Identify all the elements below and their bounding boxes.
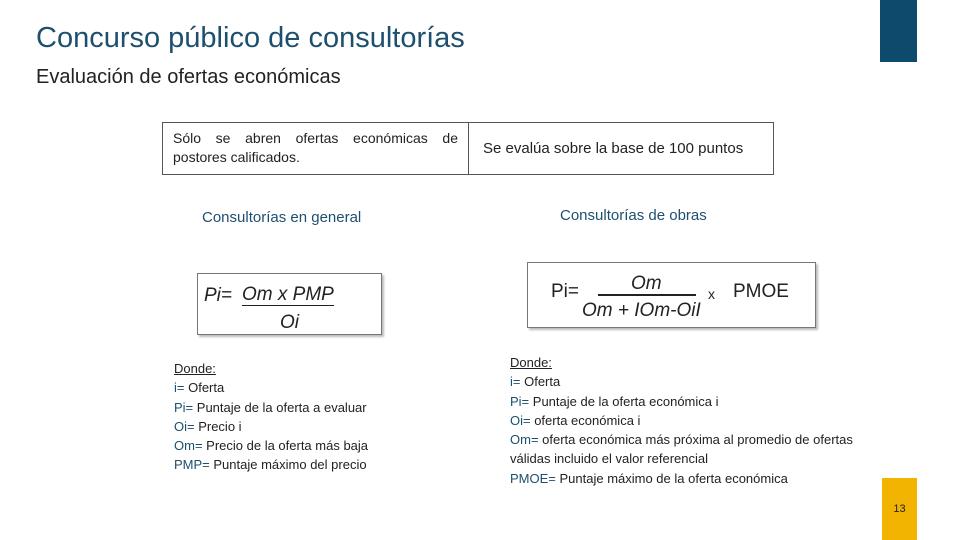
formula-factor: PMOE: [733, 281, 789, 302]
page-number: 13: [893, 503, 906, 515]
legend-item: [510, 469, 860, 488]
slide-title: Concurso público de consultorías: [36, 22, 465, 54]
legend-key: PMP=: [174, 457, 210, 473]
legend-donde: Donde:: [510, 355, 552, 370]
legend-item: [174, 436, 414, 455]
legend-item: [510, 392, 860, 411]
formula-works: [527, 262, 816, 328]
legend-text: Puntaje de la oferta económica i: [529, 393, 719, 409]
legend-text: Puntaje máximo del precio: [209, 457, 367, 473]
legend-key: Oi=: [510, 412, 531, 428]
legend-key: Om=: [510, 432, 539, 448]
formula-lhs: Pi=: [551, 281, 579, 302]
legend-text: Oferta: [520, 374, 561, 390]
legend-donde: Donde:: [174, 361, 216, 376]
heading-general-consulting: Consultorías en general: [202, 209, 362, 226]
formula-denominator: Om + IOm-OiI: [582, 300, 701, 321]
legend-item: [174, 417, 414, 436]
legend-works: [510, 353, 860, 488]
page-number-badge: [882, 478, 917, 540]
fraction-bar: [598, 294, 696, 296]
formula-denominator: Oi: [280, 312, 299, 333]
legend-item: [510, 430, 860, 469]
legend-key: Oi=: [174, 418, 195, 434]
legend-item: [174, 398, 414, 417]
legend-text: Puntaje máximo de la oferta económica: [555, 470, 788, 486]
legend-key: Pi=: [510, 393, 530, 409]
legend-key: i=: [510, 374, 521, 390]
legend-key: i=: [174, 380, 185, 396]
legend-text: oferta económica más próxima al promedio de ofertas válidas incluido el valor referencial: [510, 432, 853, 467]
legend-item: [174, 455, 414, 474]
formula-general: [197, 273, 382, 335]
legend-item: [510, 411, 860, 430]
legend-text: Puntaje de la oferta a evaluar: [193, 399, 367, 415]
legend-item: [174, 378, 414, 397]
legend-text: oferta económica i: [530, 412, 641, 428]
legend-text: Precio i: [194, 418, 242, 434]
legend-key: PMOE=: [510, 470, 556, 486]
legend-general: [174, 359, 414, 475]
formula-times: x: [708, 286, 715, 302]
slide-subtitle: Evaluación de ofertas económicas: [36, 66, 341, 88]
summary-cell-qualified: Sólo se abren ofertas económicas de postores calificados.: [163, 123, 469, 174]
legend-text: Oferta: [184, 380, 225, 396]
legend-item: [510, 372, 860, 391]
legend-text: Precio de la oferta más baja: [202, 438, 369, 454]
accent-bar: [880, 0, 917, 62]
legend-key: Pi=: [174, 399, 194, 415]
formula-numerator: Om: [631, 273, 662, 294]
formula-lhs: Pi=: [204, 285, 232, 306]
legend-key: Om=: [174, 438, 203, 454]
heading-works-consulting: Consultorías de obras: [560, 207, 707, 224]
summary-cell-points: Se evalúa sobre la base de 100 puntos: [483, 140, 744, 157]
formula-numerator: Om x PMP: [242, 284, 334, 305]
summary-table: [162, 122, 774, 175]
